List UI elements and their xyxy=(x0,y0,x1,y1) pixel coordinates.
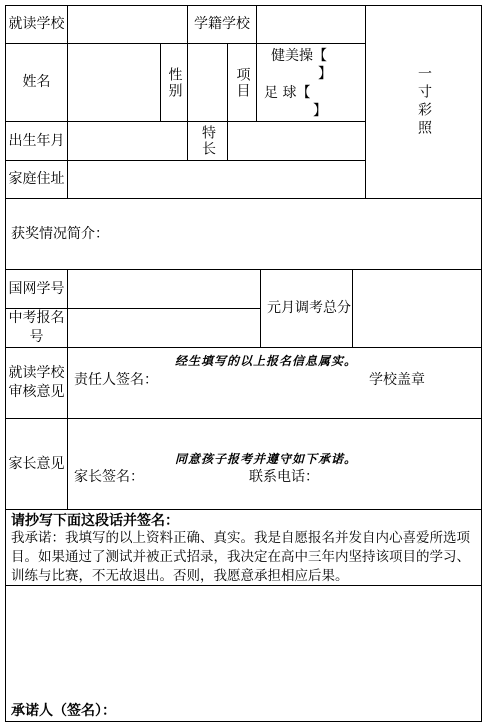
parent-opinion-label: 家长意见 xyxy=(8,455,65,472)
exam-no-label: 中考报名号 xyxy=(8,310,65,345)
copy-instruction: 请抄写下面这段话并签名： xyxy=(11,513,179,529)
rule xyxy=(352,269,353,348)
rule xyxy=(5,509,482,510)
registered-school-label: 学籍学校 xyxy=(194,16,250,32)
rule xyxy=(5,347,482,348)
specialty-label: 特长 xyxy=(200,125,216,157)
gender-label: 性别 xyxy=(166,66,183,99)
school-statement: 经生填写的以上报名信息属实。 xyxy=(175,354,358,368)
pledge-text: 我承诺：我填写的以上资料正确、真实。我是自愿报名并发自内心喜爱所选项目。如果通过了测试并被正式招录，我决定在高中三年内坚持该项目的学习、训练与比赛，不无故退出。否则，我愿意承担相应后果。 xyxy=(11,530,470,584)
project-option-aerobics: 健美操【 xyxy=(271,48,327,64)
phone-label: 联系电话： xyxy=(249,469,319,485)
student-id-label: 国网学号 xyxy=(8,280,65,297)
rule xyxy=(256,5,257,122)
score-label: 元月调考总分 xyxy=(267,300,351,316)
rule xyxy=(67,269,68,348)
rule xyxy=(5,198,482,199)
birth-label: 出生年月 xyxy=(8,132,65,149)
photo-placeholder: 一寸彩照 xyxy=(416,66,432,138)
signer-label: 责任人签名： xyxy=(74,372,158,388)
bracket-close: 】 xyxy=(313,103,327,119)
rule xyxy=(67,5,68,199)
school-review-label: 就读学校审核意见 xyxy=(8,365,65,400)
school-label: 就读学校 xyxy=(8,16,65,32)
rule xyxy=(5,269,482,270)
school-seal-label: 学校盖章 xyxy=(369,372,425,388)
border-bottom xyxy=(5,721,482,722)
awards-label: 获奖情况简介： xyxy=(11,226,109,242)
project-label: 项目 xyxy=(234,66,251,99)
name-label: 姓名 xyxy=(22,74,51,90)
address-label: 家庭住址 xyxy=(8,171,65,187)
border-right xyxy=(481,5,482,722)
rule xyxy=(5,418,482,419)
rule xyxy=(67,347,68,510)
bracket-close: 】 xyxy=(318,66,332,82)
rule xyxy=(187,43,188,122)
pledger-label: 承诺人（签名）： xyxy=(11,703,116,719)
project-option-football: 足 球【 xyxy=(264,85,311,101)
parent-sign-label: 家长签名： xyxy=(74,469,144,485)
registration-form xyxy=(5,5,482,722)
parent-statement: 同意孩子报考并遵守如下承诺。 xyxy=(175,452,358,466)
